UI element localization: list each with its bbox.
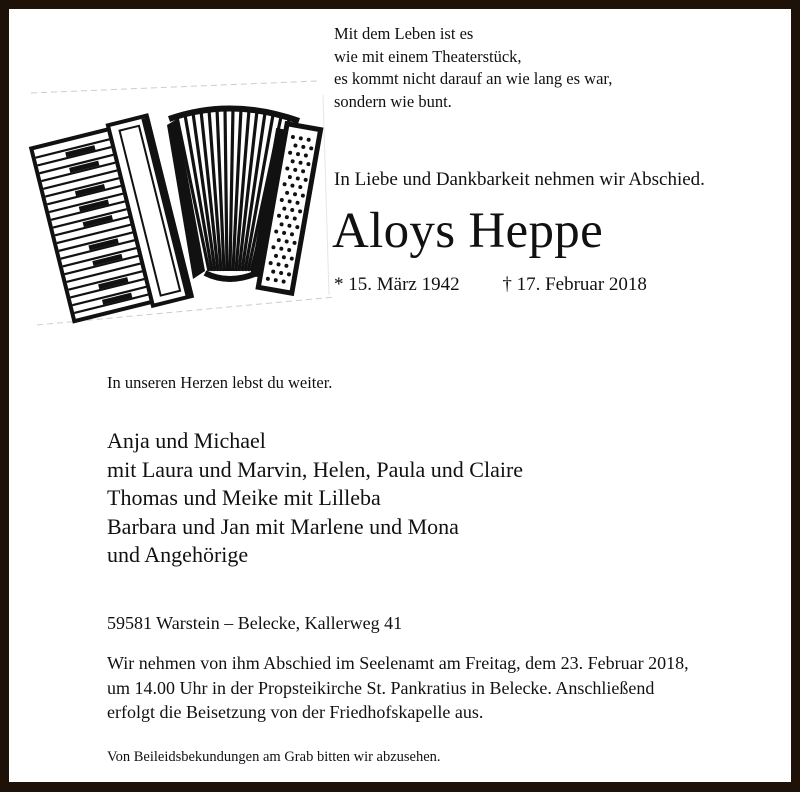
mourner-line: und Angehörige [107,542,249,567]
poem [334,23,612,113]
mourner-line: Barbara und Jan mit Marlene und Mona [107,513,459,539]
death-date: † 17. Februar 2018 [502,274,647,295]
poem-line: wie mit einem Theaterstück, [334,46,522,66]
service-line: erfolgt die Beisetzung von der Friedhofskapelle aus. [107,702,484,722]
poem-line: sondern wie bunt. [334,91,452,111]
service-info [107,651,689,725]
memorial-line: In unseren Herzen lebst du weiter. [107,373,333,392]
poem-line: Mit dem Leben ist es [334,24,474,43]
obituary-page [9,9,791,782]
deceased-name: Aloys Heppe [332,203,604,259]
mourner-line: Thomas und Meike mit Lilleba [107,485,381,510]
service-line: um 14.00 Uhr in der Propsteikirche St. Pankratius in Belecke. Anschließend [107,677,655,698]
farewell-intro: In Liebe und Dankbarkeit nehmen wir Abschied. [334,169,705,190]
accordion-icon [17,75,337,335]
condolence-note: Von Beileidsbekundungen am Grab bitten wir abzusehen. [107,749,441,765]
service-line: Wir nehmen von ihm Abschied im Seelenamt am Freitag, dem 23. Februar 2018, [107,653,689,673]
mourners-list [107,427,523,570]
mourner-line: mit Laura und Marvin, Helen, Paula und Claire [107,456,524,482]
poem-line: es kommt nicht darauf an wie lang es war, [334,69,613,88]
mourner-line: Anja und Michael [107,428,266,453]
birth-date: * 15. März 1942 [334,274,460,295]
life-dates [334,273,647,297]
address: 59581 Warstein – Belecke, Kallerweg 41 [107,613,403,633]
